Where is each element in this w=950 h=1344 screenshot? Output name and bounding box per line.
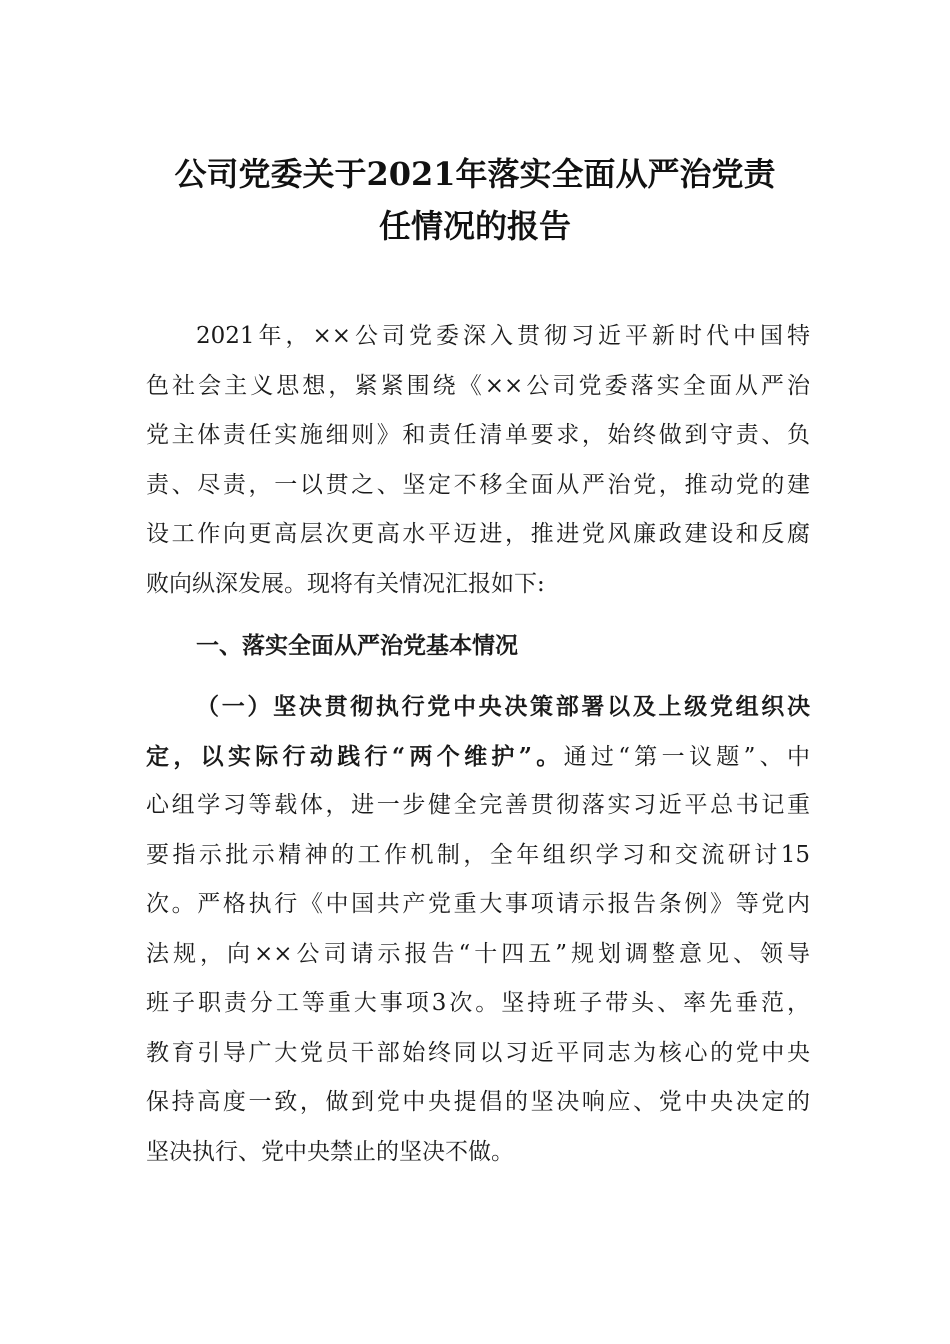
paragraph-line: 2021年，××公司党委深入贯彻习近平新时代中国特: [196, 323, 810, 349]
paragraph-line: 要指示批示精神的工作机制，全年组织学习和交流研讨15: [146, 841, 810, 868]
intro-paragraph: [146, 312, 810, 609]
section-heading: 一、落实全面从严治党基本情况: [196, 633, 518, 659]
subsection-heading-end: 定，以实际行动践行“两个维护”。: [146, 742, 564, 770]
paragraph-line: 色社会主义思想，紧紧围绕《××公司党委落实全面从严治: [146, 372, 810, 399]
paragraph-line: 败向纵深发展。现将有关情况汇报如下:: [146, 570, 545, 597]
paragraph-line: 设工作向更高层次更高水平迈进，推进党风廉政建设和反腐: [146, 521, 810, 547]
paragraph-line: 党主体责任实施细则》和责任清单要求，始终做到守责、负: [146, 422, 810, 448]
paragraph-line: 次。严格执行《中国共产党重大事项请示报告条例》等党内: [146, 891, 810, 917]
paragraph-line: [146, 732, 810, 782]
paragraph-line: 法规，向××公司请示报告“十四五”规划调整意见、领导: [146, 940, 810, 967]
paragraph-line: 坚决执行、党中央禁止的坚决不做。: [146, 1138, 514, 1165]
title-line-2: 任情况的报告: [378, 207, 571, 245]
paragraph-line: 班子职责分工等重大事项3次。坚持班子带头、率先垂范，: [146, 990, 810, 1016]
paragraph-line: 保持高度一致，做到党中央提倡的坚决响应、党中央决定的: [146, 1089, 810, 1115]
title-line-1: 公司党委关于2021年落实全面从严治党责: [174, 155, 776, 193]
paragraph-line: 心组学习等载体，进一步健全完善贯彻落实习近平总书记重: [146, 792, 810, 818]
paragraph-text: 通过“第一议题”、中: [563, 743, 810, 770]
subsection-heading-line: （一）坚决贯彻执行党中央决策部署以及上级党组织决: [196, 693, 810, 720]
subsection-paragraph: [146, 682, 810, 1177]
paragraph-line: 责、尽责，一以贯之、坚定不移全面从严治党，推动党的建: [146, 471, 810, 498]
paragraph-line: 教育引导广大党员干部始终同以习近平同志为核心的党中央: [146, 1039, 810, 1066]
document-title: [120, 148, 830, 252]
